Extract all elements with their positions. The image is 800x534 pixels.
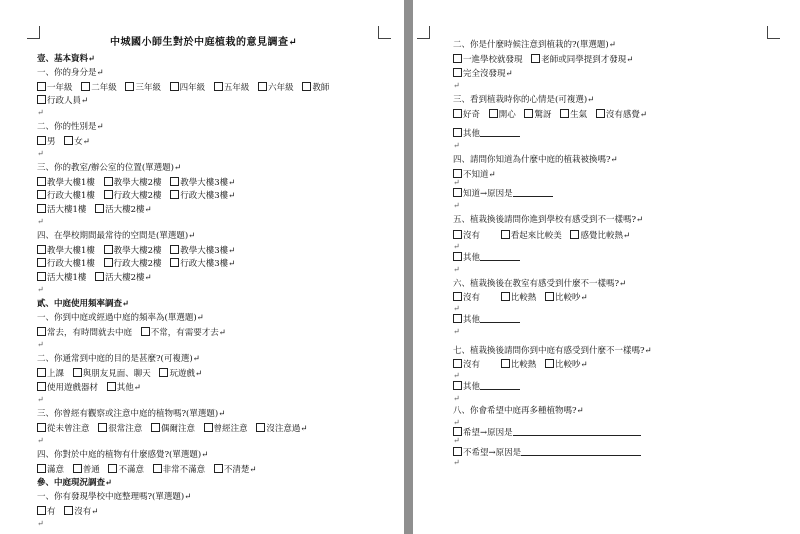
q-more-plants-no: 不希望→原因是 <box>453 447 641 458</box>
q-more-plants-yes: 希望→原因是 <box>453 427 641 438</box>
checkbox[interactable] <box>170 190 179 199</box>
checkbox[interactable] <box>37 245 46 254</box>
q-classroom-row1: 教學大樓1樓 教學大樓2樓 教學大樓3樓↵ <box>37 177 241 188</box>
checkbox[interactable] <box>108 464 117 473</box>
checkbox[interactable] <box>258 82 267 91</box>
right-page <box>413 0 800 534</box>
paragraph-mark: ↵ <box>453 141 460 150</box>
paragraph-mark: ↵ <box>453 418 460 427</box>
checkbox[interactable] <box>501 359 510 368</box>
checkbox[interactable] <box>107 382 116 391</box>
fill-blank[interactable] <box>480 252 520 261</box>
checkbox[interactable] <box>37 382 46 391</box>
q-classroom-row2: 行政大樓1樓 行政大樓2樓 行政大樓3樓↵ <box>37 190 241 201</box>
checkbox[interactable] <box>37 506 46 515</box>
paragraph-mark: ↵ <box>453 327 460 336</box>
checkbox[interactable] <box>95 272 104 281</box>
checkbox[interactable] <box>37 368 46 377</box>
paragraph-mark: ↵ <box>453 201 460 210</box>
q-purpose-row1: 上課 與朋友見面、聊天 玩遊戲↵ <box>37 368 208 379</box>
checkbox[interactable] <box>37 95 46 104</box>
corner-mark-tr <box>378 26 391 39</box>
q-more-plants: 八、你會希望中庭再多種植物嗎?↵ <box>453 406 584 416</box>
q-gender-options: 男 女↵ <box>37 136 96 147</box>
q-courtyard-feeling-other: 其他 <box>453 381 520 392</box>
paragraph-mark: ↵ <box>37 340 44 349</box>
checkbox[interactable] <box>37 464 46 473</box>
fill-blank[interactable] <box>480 381 520 390</box>
checkbox[interactable] <box>453 381 462 390</box>
section-current-status: 參、中庭現況調查↵ <box>37 478 113 488</box>
paragraph-mark: ↵ <box>453 242 460 251</box>
checkbox[interactable] <box>453 359 462 368</box>
checkbox[interactable] <box>104 245 113 254</box>
checkbox[interactable] <box>489 109 498 118</box>
checkbox[interactable] <box>73 368 82 377</box>
corner-mark-tr <box>767 26 780 39</box>
checkbox[interactable] <box>531 54 540 63</box>
q-space-row2: 行政大樓1樓 行政大樓2樓 行政大樓3樓↵ <box>37 258 241 269</box>
checkbox[interactable] <box>453 68 462 77</box>
checkbox[interactable] <box>170 177 179 186</box>
checkbox[interactable] <box>151 423 160 432</box>
q-courtyard-renovated: 一、你有發現學校中庭整理嗎?(單選題)↵ <box>37 492 192 502</box>
q-courtyard-feeling-options: 沒有 比較熱 比較吵↵ <box>453 359 594 370</box>
checkbox[interactable] <box>453 230 462 239</box>
checkbox[interactable] <box>214 464 223 473</box>
checkbox[interactable] <box>453 169 462 178</box>
checkbox[interactable] <box>453 292 462 301</box>
paragraph-mark: ↵ <box>37 436 44 445</box>
q-school-feeling-options: 沒有 看起來比較美 感覺比較熱↵ <box>453 230 636 241</box>
paragraph-mark: ↵ <box>453 178 460 187</box>
checkbox[interactable] <box>214 82 223 91</box>
checkbox[interactable] <box>37 423 46 432</box>
q-notice-extra: 完全沒發現↵ <box>453 68 513 79</box>
checkbox[interactable] <box>153 464 162 473</box>
q-mood-options: 好奇 開心 驚訝 生氣 沒有感覺↵ <box>453 109 653 120</box>
paragraph-mark: ↵ <box>37 395 44 404</box>
q-courtyard-frequency: 一、你到中庭或經過中庭的頻率為(單選題)↵ <box>37 313 204 323</box>
checkbox[interactable] <box>37 82 46 91</box>
checkbox[interactable] <box>453 314 462 323</box>
checkbox[interactable] <box>256 423 265 432</box>
checkbox[interactable] <box>560 109 569 118</box>
checkbox[interactable] <box>37 177 46 186</box>
q-identity-extra: 行政人員↵ <box>37 95 88 106</box>
q-notice-time: 二、你是什麼時候注意到植栽的?(單選題)↵ <box>453 40 616 50</box>
section-basic-info: 壹、基本資料↵ <box>37 54 96 64</box>
section-usage: 貳、中庭使用頻率調查↵ <box>37 299 130 309</box>
paragraph-mark: ↵ <box>37 149 44 158</box>
q-gender: 二、你的性別是↵ <box>37 122 104 132</box>
q-notice-options: 一進學校就發現 老師或同學提到才發現↵ <box>453 54 639 65</box>
q-classroom-row3: 活大樓1樓 活大樓2樓↵ <box>37 204 158 215</box>
fill-blank[interactable] <box>513 427 641 436</box>
checkbox[interactable] <box>501 292 510 301</box>
q-frequent-space: 四、在學校期間最常待的空間是(單選題)↵ <box>37 231 196 241</box>
checkbox[interactable] <box>170 82 179 91</box>
paragraph-mark: ↵ <box>453 265 460 274</box>
checkbox[interactable] <box>453 54 462 63</box>
q-courtyard-purpose: 二、你通常到中庭的目的是甚麼?(可複選)↵ <box>37 354 200 364</box>
fill-blank[interactable] <box>521 447 641 456</box>
q-classroom-feeling-options: 沒有 比較熱 比較吵↵ <box>453 292 594 303</box>
checkbox[interactable] <box>453 188 462 197</box>
checkbox[interactable] <box>596 109 605 118</box>
q-school-feeling-other: 其他 <box>453 252 520 263</box>
checkbox[interactable] <box>73 464 82 473</box>
paragraph-mark: ↵ <box>37 285 44 294</box>
checkbox[interactable] <box>453 109 462 118</box>
checkbox[interactable] <box>125 82 134 91</box>
checkbox[interactable] <box>104 177 113 186</box>
q-school-feeling: 五、植栽換後請問你進到學校有感受到不一樣嗎?↵ <box>453 215 644 225</box>
checkbox[interactable] <box>37 136 46 145</box>
checkbox[interactable] <box>545 359 554 368</box>
checkbox[interactable] <box>104 190 113 199</box>
paragraph-mark: ↵ <box>453 371 460 380</box>
checkbox[interactable] <box>302 82 311 91</box>
checkbox[interactable] <box>159 368 168 377</box>
q-reason-known-option: 知道→原因是 <box>453 188 553 199</box>
q-purpose-row2: 使用遊戲器材 其他↵ <box>37 382 147 393</box>
checkbox[interactable] <box>453 447 462 456</box>
q-mood-other: 其他 <box>453 128 520 139</box>
q-observe-plants: 三、你曾經有觀察或注意中庭的植物嗎?(單選題)↵ <box>37 409 226 419</box>
q-renovated-options: 有 沒有↵ <box>37 506 104 517</box>
q-classroom-location: 三、你的教室/辦公室的位置(單選題)↵ <box>37 163 182 173</box>
paragraph-mark: ↵ <box>453 394 460 403</box>
paragraph-mark: ↵ <box>37 108 44 117</box>
checkbox[interactable] <box>37 272 46 281</box>
paragraph-mark: ↵ <box>453 81 460 90</box>
checkbox[interactable] <box>64 506 73 515</box>
survey-title: 中城國小師生對於中庭植栽的意見調查↵ <box>110 37 298 48</box>
q-plant-feeling: 四、你對於中庭的植物有什麼感覺?(單選題)↵ <box>37 450 209 460</box>
checkbox[interactable] <box>37 327 46 336</box>
q-identity-options: 一年級 二年級 三年級 四年級 五年級 六年級 教師 <box>37 82 335 93</box>
checkbox[interactable] <box>81 82 90 91</box>
checkbox[interactable] <box>170 258 179 267</box>
q-reason-unknown: 不知道↵ <box>453 169 496 180</box>
checkbox[interactable] <box>453 427 462 436</box>
q-space-row3: 活大樓1樓 活大樓2樓↵ <box>37 272 158 283</box>
q-frequency-options: 常去，有時間就去中庭 不常，有需要才去↵ <box>37 327 232 338</box>
corner-mark-tl <box>417 26 430 39</box>
page-divider <box>404 0 413 534</box>
q-classroom-feeling: 六、植栽換後在教室有感受到什麼不一樣嗎?↵ <box>453 279 627 289</box>
checkbox[interactable] <box>570 230 579 239</box>
fill-blank[interactable] <box>480 128 520 137</box>
paragraph-mark: ↵ <box>453 436 460 445</box>
checkbox[interactable] <box>95 204 104 213</box>
checkbox[interactable] <box>170 245 179 254</box>
corner-mark-tl <box>27 26 40 39</box>
checkbox[interactable] <box>37 204 46 213</box>
checkbox[interactable] <box>37 190 46 199</box>
checkbox[interactable] <box>64 136 73 145</box>
q-classroom-feeling-other: 其他 <box>453 314 520 325</box>
paragraph-mark: ↵ <box>453 304 460 313</box>
checkbox[interactable] <box>141 327 150 336</box>
q-space-row1: 教學大樓1樓 教學大樓2樓 教學大樓3樓↵ <box>37 245 241 256</box>
paragraph-mark: ↵ <box>37 519 44 528</box>
checkbox[interactable] <box>104 258 113 267</box>
checkbox[interactable] <box>453 252 462 261</box>
q-identity: 一、你的身分是↵ <box>37 68 104 78</box>
checkbox[interactable] <box>37 258 46 267</box>
checkbox[interactable] <box>98 423 107 432</box>
paragraph-mark: ↵ <box>37 217 44 226</box>
q-feeling-options: 滿意 普通 不滿意 非常不滿意 不清楚↵ <box>37 464 263 475</box>
checkbox[interactable] <box>501 230 510 239</box>
q-observe-options: 從未曾注意 很常注意 偶爾注意 曾經注意 沒注意過↵ <box>37 423 314 434</box>
fill-blank[interactable] <box>513 188 553 197</box>
q-mood: 三、看到植栽時你的心情是(可複選)↵ <box>453 95 595 105</box>
checkbox[interactable] <box>524 109 533 118</box>
checkbox[interactable] <box>204 423 213 432</box>
fill-blank[interactable] <box>480 314 520 323</box>
q-reason-known: 四、請問你知道為什麼中庭的植栽被換嗎?↵ <box>453 155 618 165</box>
checkbox[interactable] <box>545 292 554 301</box>
q-courtyard-feeling: 七、植栽換後請問你到中庭有感受到什麼不一樣嗎?↵ <box>453 346 652 356</box>
paragraph-mark: ↵ <box>453 458 460 467</box>
checkbox[interactable] <box>453 128 462 137</box>
